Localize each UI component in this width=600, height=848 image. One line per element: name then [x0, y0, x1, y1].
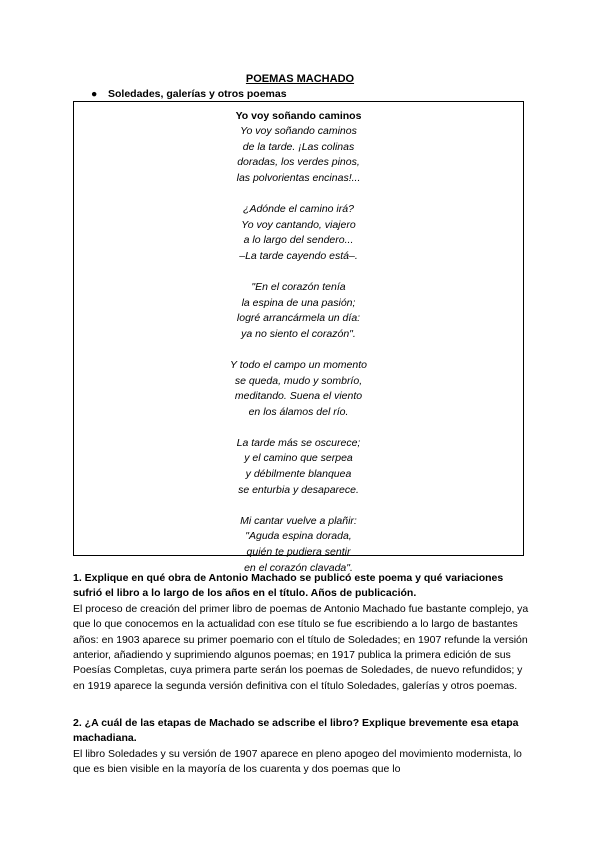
stanza-break — [74, 342, 523, 358]
poem-line: doradas, los verdes pinos, — [237, 156, 360, 169]
question-2-text: 2. ¿A cuál de las etapas de Machado se adscribe el libro? Explique brevemente esa etapa machadiana. — [73, 717, 519, 745]
poem-line: de la tarde. ¡Las colinas — [242, 140, 355, 153]
stanza-break — [74, 498, 523, 514]
answer-1-text: El proceso de creación del primer libro de poemas de Antonio Machado fue bastante complejo, ya que lo que conocemos en la actualidad con ese título se fue escribiendo a lo largo de bastantes años: en 1903 aparece su primer poemario con el título de Soledades; en 1907 refunde la versión anterior, añadiendo y suprimiendo algunos poemas; en 1917 publica la primera edición de sus Poesías Completas, cuya primera parte serán los poemas de Soledades, de nuevo refundidos; y en 1919 aparece la segunda versión definitiva con el título Soledades, galerías y otros poemas. — [73, 602, 529, 692]
poem-line: a lo largo del sendero... — [243, 234, 354, 247]
poem-line: La tarde más se oscurece; — [236, 436, 361, 449]
poem-line: "En el corazón tenía — [251, 280, 346, 293]
stanza-break — [74, 420, 523, 436]
poem-box — [73, 101, 524, 574]
poem-line: en el corazón clavada". — [244, 561, 353, 574]
poem-line: logré arrancármela un día: — [236, 312, 361, 325]
poem-line: ¿Adónde el camino irá? — [243, 202, 354, 215]
poem-line: en los álamos del río. — [248, 405, 349, 418]
stanza-break — [74, 264, 523, 280]
poem-line: se queda, mudo y sombrío, — [234, 374, 363, 387]
poem-line: meditando. Suena el viento — [234, 390, 363, 403]
poem-line: Yo voy cantando, viajero — [241, 218, 356, 231]
poem-line: Mi cantar vuelve a plañir: — [240, 514, 357, 527]
poem-line: Y todo el campo un momento — [230, 358, 367, 371]
poem-line: –La tarde cayendo está–. — [239, 249, 358, 262]
bullet-icon: ● — [91, 88, 98, 100]
poem-line: "Aguda espina dorada, — [245, 530, 352, 543]
poem-line: se enturbia y desaparece. — [238, 483, 359, 496]
poem-line: las polvorientas encinas!... — [236, 171, 361, 184]
question-section-1 — [73, 571, 533, 694]
bullet-text: Soledades, galerías y otros poemas — [108, 88, 287, 100]
poem-lines — [74, 124, 523, 576]
stanza-break — [74, 186, 523, 202]
poem-line: y el camino que serpea — [244, 452, 353, 465]
poem-line: y débilmente blanquea — [245, 468, 352, 481]
bullet-item — [91, 88, 287, 100]
question-1-text: 1. Explique en qué obra de Antonio Machado se publicó este poema y qué variaciones sufrió el libro a lo largo de los años en el título. Años de publicación. — [73, 572, 504, 600]
poem-line: Yo voy soñando caminos — [240, 125, 357, 137]
poem-line: ya no siento el corazón". — [241, 327, 356, 340]
poem-line: quién te pudiera sentir — [246, 546, 351, 559]
poem-line: la espina de una pasión; — [241, 296, 356, 309]
question-section-2 — [73, 716, 533, 778]
document-title: POEMAS MACHADO — [245, 73, 355, 85]
answer-2-text: El libro Soledades y su versión de 1907 aparece en pleno apogeo del movimiento modernista, lo que es bien visible en la mayoría de los cuarenta y dos poemas que lo — [73, 747, 522, 776]
poem-title: Yo voy soñando caminos — [235, 110, 362, 122]
